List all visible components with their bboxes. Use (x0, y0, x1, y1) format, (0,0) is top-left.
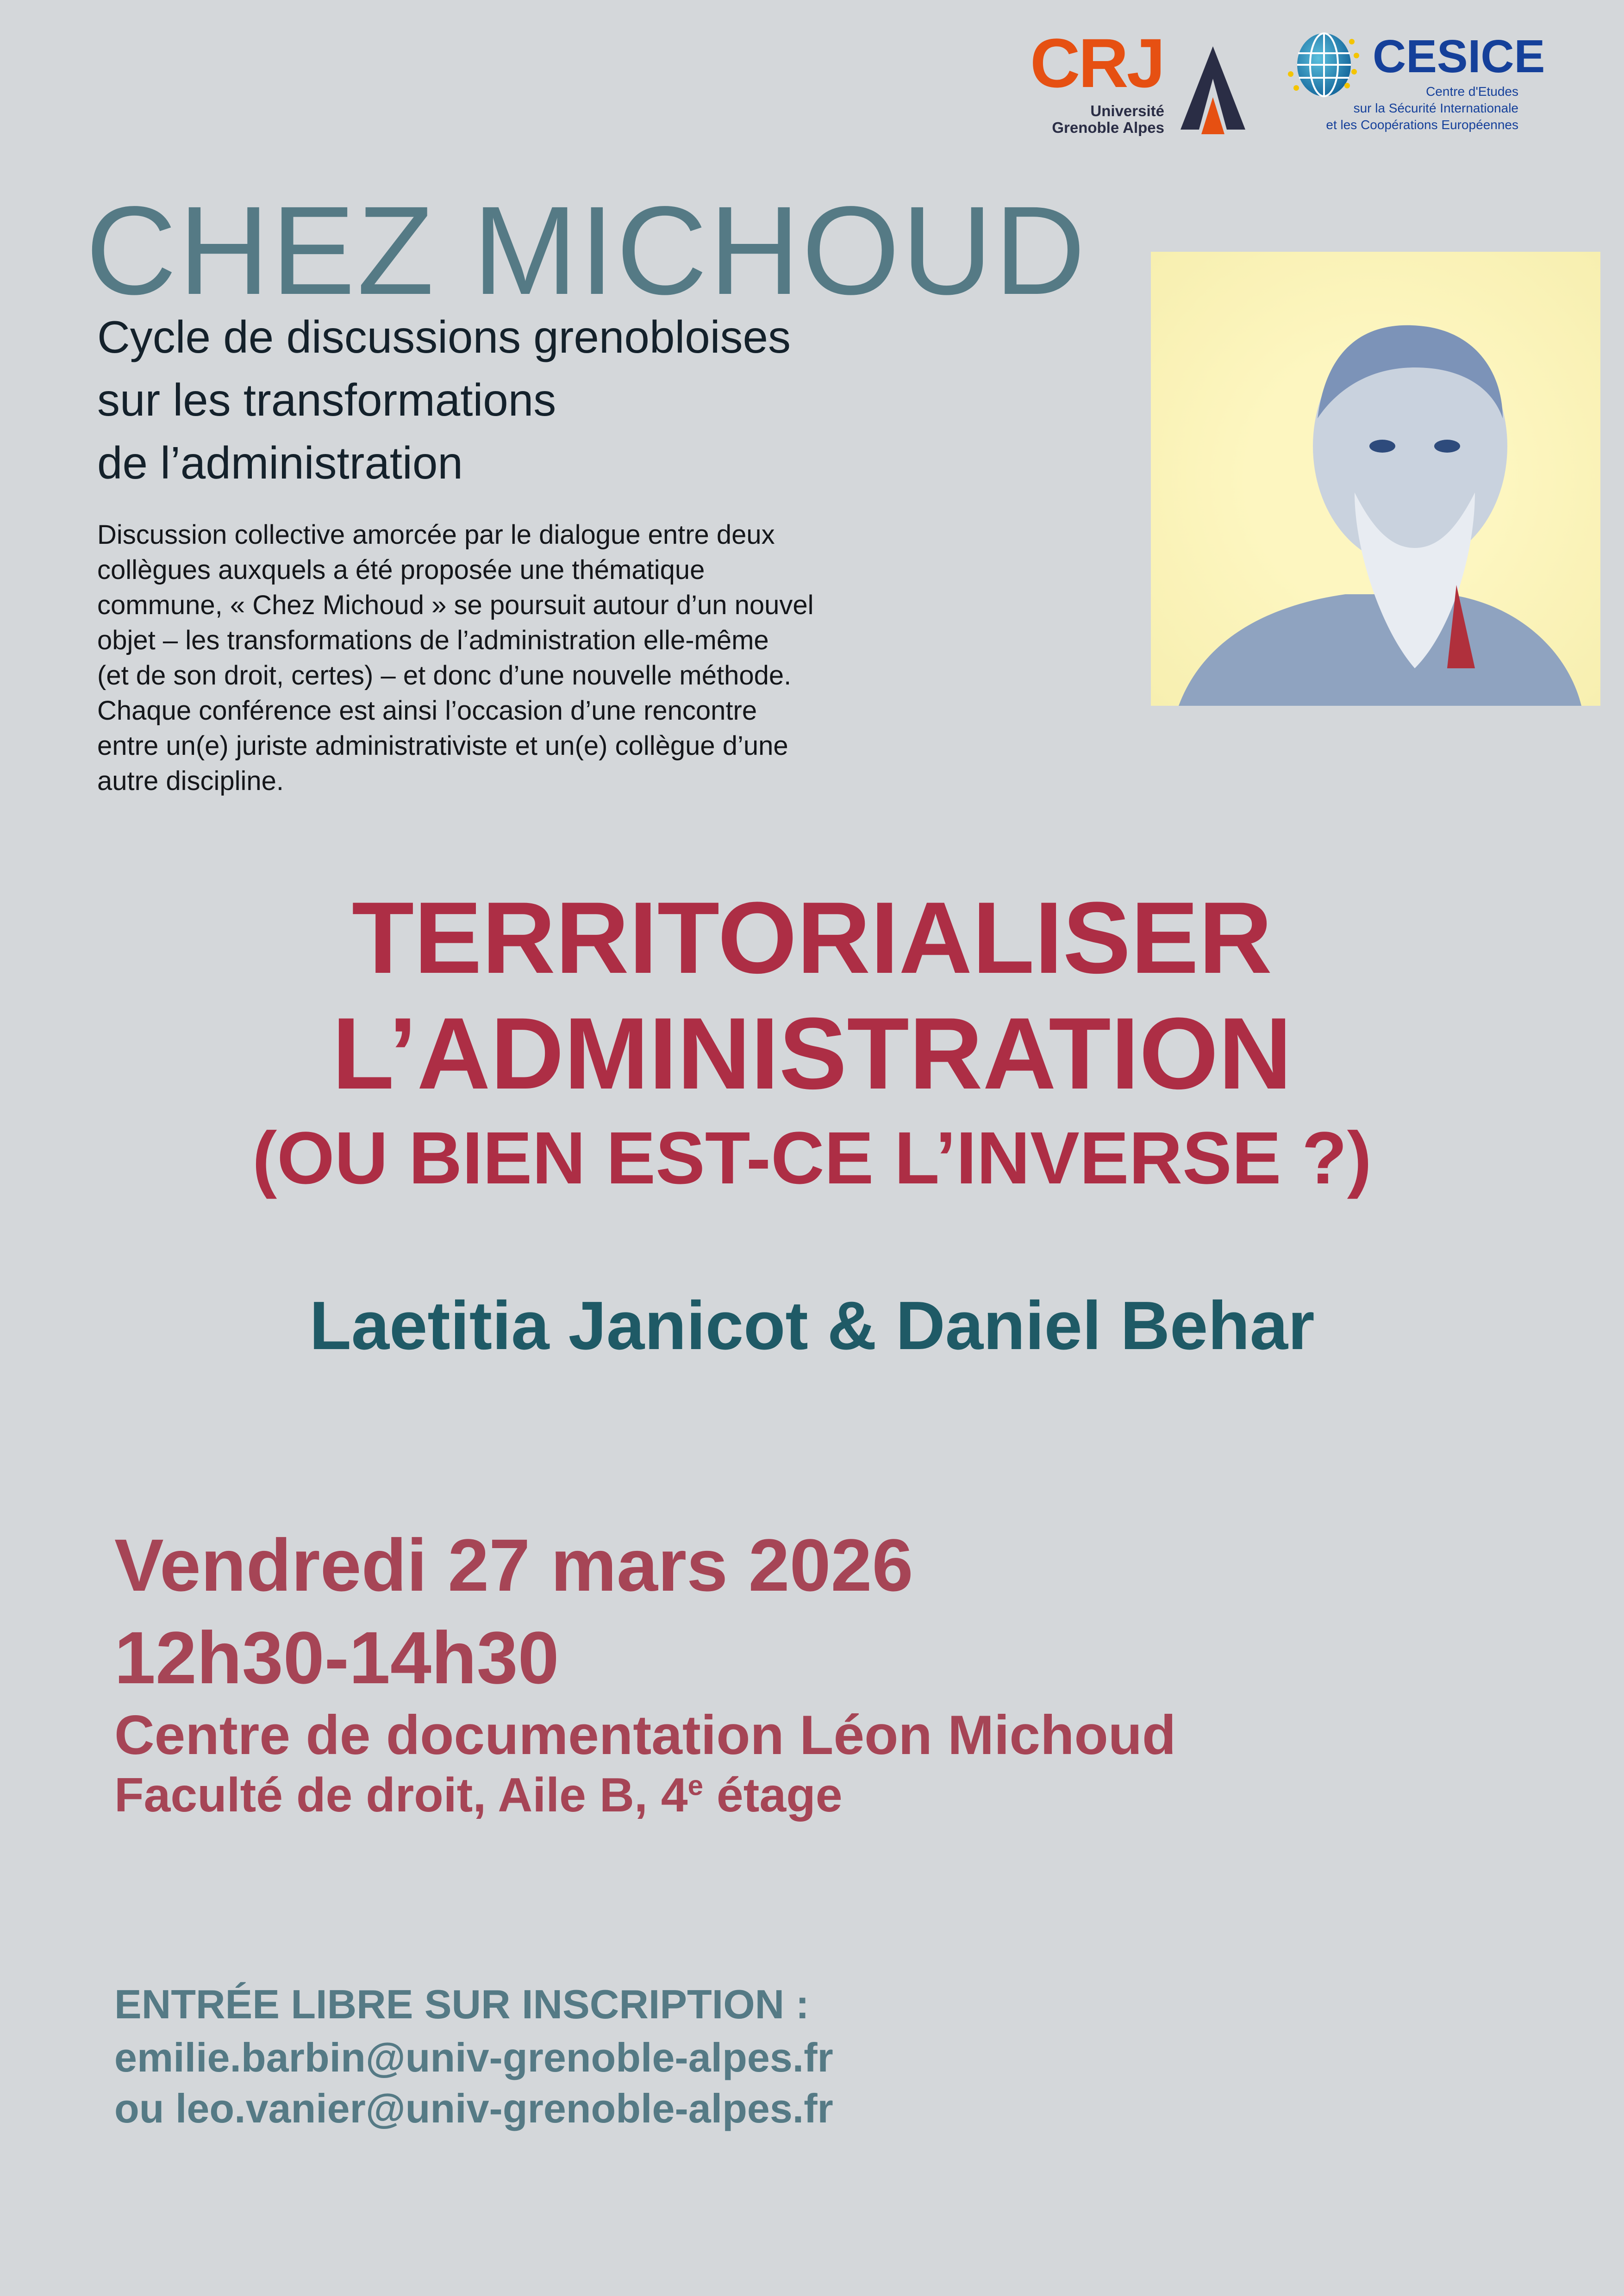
cesice-subtitle (1326, 83, 1518, 133)
intro-line: entre un(e) juriste administrativiste et un(e) collègue d’une (97, 731, 788, 761)
talk-title-line3: (OU BIEN EST-CE L’INVERSE ?) (252, 1116, 1372, 1199)
subtitle-line: Cycle de discussions grenobloises (97, 311, 791, 362)
email-prefix: ou (114, 2085, 175, 2131)
event-venue: Centre de documentation Léon Michoud (114, 1704, 1176, 1766)
subtitle-line: sur les transformations (97, 374, 556, 425)
location-sup: e (687, 1770, 703, 1801)
speakers: Laetitia Janicot & Daniel Behar (309, 1288, 1315, 1364)
intro-line: Chaque conférence est ainsi l’occasion d’une rencontre (97, 696, 757, 726)
intro-line: objet – les transformations de l’administration elle-même (97, 625, 769, 655)
cesice-line1: Centre d'Etudes (1426, 84, 1518, 99)
intro-line: (et de son droit, certes) – et donc d’une nouvelle méthode. (97, 660, 792, 691)
intro-line: commune, « Chez Michoud » se poursuit autour d’un nouvel (97, 590, 814, 620)
registration-heading: ENTRÉE LIBRE SUR INSCRIPTION : (114, 1981, 809, 2027)
intro-line: collègues auxquels a été proposée une thématique (97, 555, 705, 585)
location-main: Faculté de droit, Aile B, 4 (114, 1768, 688, 1822)
uga-line1: Université (1090, 102, 1164, 119)
crj-uga-logo (1030, 24, 1243, 136)
registration-email-2-line (114, 2085, 833, 2132)
event-time: 12h30-14h30 (114, 1616, 559, 1699)
cesice-line2: sur la Sécurité Internationale (1353, 101, 1518, 115)
location-end: étage (703, 1768, 843, 1822)
cesice-line3: et les Coopérations Européennes (1326, 118, 1518, 132)
crj-logo-text: CRJ (1030, 24, 1164, 102)
intro-paragraph (97, 517, 1023, 799)
talk-title-line2: L’ADMINISTRATION (332, 996, 1292, 1110)
cesice-logo (1287, 23, 1545, 139)
uga-mountain-icon (1176, 46, 1245, 134)
portrait-image (1151, 252, 1600, 706)
event-date: Vendredi 27 mars 2026 (114, 1524, 913, 1606)
subtitle-line: de l’administration (97, 437, 463, 488)
event-location (114, 1768, 843, 1823)
uga-line2: Grenoble Alpes (1052, 119, 1164, 136)
series-subtitle (97, 305, 791, 494)
talk-title-line1: TERRITORIALISER (351, 881, 1273, 995)
uga-logo-text (1052, 103, 1164, 136)
registration-email-2[interactable]: leo.vanier@univ-grenoble-alpes.fr (175, 2085, 833, 2131)
registration-email-1[interactable]: emilie.barbin@univ-grenoble-alpes.fr (114, 2035, 833, 2080)
cesice-name: CESICE (1373, 31, 1545, 82)
intro-line: autre discipline. (97, 766, 284, 796)
page-title: CHEZ MICHOUD (86, 180, 1087, 321)
intro-line: Discussion collective amorcée par le dialogue entre deux (97, 520, 775, 550)
